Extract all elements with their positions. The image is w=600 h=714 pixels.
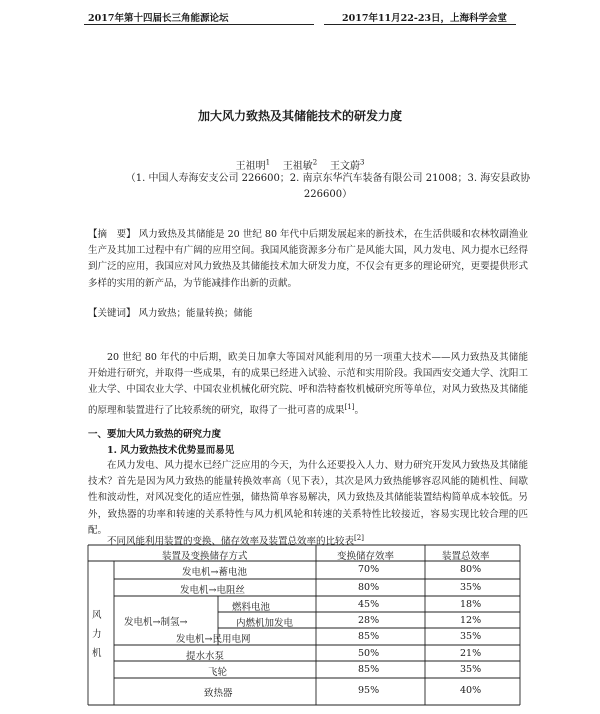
- table-row-6-total: 35%: [460, 664, 482, 675]
- table-row-3-conv: 28%: [358, 615, 380, 626]
- keywords-text: 风力致热；能量转换；储能: [138, 308, 253, 319]
- header-left: 2017年第十四届长三角能源论坛: [88, 13, 229, 24]
- keywords: [88, 306, 528, 322]
- table-row-0-total: 80%: [460, 564, 482, 575]
- table-group-char-1: 风: [92, 610, 102, 621]
- table-row-0-name: 发电机→蓄电池: [182, 567, 247, 578]
- table-caption: [107, 533, 364, 547]
- table-group-char-2: 力: [92, 629, 102, 640]
- intro-text: 20 世纪 80 年代的中后期，欧美日加拿大等国对风能利用的另一项重大技术——风力致热及其储能开始进行研究，并取得一些成果，有的成果已经进入试验、示范和实用阶段。我国西安交通大学、沈阳工业大学、中国农业大学、中国农业机械化研究院、呼和浩特畜牧机械研究所等单位，对风力致热及其储能的原理和装置进行了比较系统的研究，取得了一批可喜的成果: [88, 352, 528, 416]
- table-row-1-total: 35%: [460, 582, 482, 593]
- table-row-2-total: 18%: [460, 599, 482, 610]
- table-row-2-conv: 45%: [358, 599, 380, 610]
- header-rule-left: [84, 24, 314, 25]
- table-group-char-3: 机: [92, 648, 102, 659]
- body-paragraph-2: 在风力发电、风力提水已经广泛应用的今天，为什么还要投入人力、财力研究开发风力致热及其储能技术？首先是因为风力致热的能量转换效率高（见下表），其次是风力致热能够容忍风能的随机性、间歇性和波动性，对风况变化的适应性强，储热简单容易解决，风力致热及其储能装置结构简单成本较低。另外，致热器的功率和转速的关系特性与风力机风轮和转速的关系特性比较接近，容易实现比较合理的匹配。: [88, 460, 528, 536]
- author-3-mark: 3: [359, 158, 365, 167]
- author-1: 王祖明: [235, 161, 266, 172]
- paper-title: 加大风力致热及其储能技术的研发力度: [197, 109, 402, 123]
- table-header-device: 装置及变换储存方式: [162, 551, 248, 562]
- section-heading-1: 一、要加大风力致热的研究力度: [88, 429, 222, 440]
- table-row-6-conv: 85%: [358, 664, 380, 675]
- table-row-6-name: 飞轮: [208, 667, 228, 678]
- table-row-2-name: 燃料电池: [232, 602, 271, 613]
- caption-citation: [2]: [354, 533, 364, 542]
- table-row-1-conv: 80%: [358, 582, 380, 593]
- table-row-5-name: 提水水泵: [186, 651, 225, 662]
- abstract: [88, 227, 528, 292]
- table-row-5-total: 21%: [460, 648, 482, 659]
- table-row-4-conv: 85%: [358, 631, 380, 642]
- table-row-4-total: 35%: [460, 631, 482, 642]
- table-row-4-name: 发电机→民用电网: [176, 634, 251, 645]
- intro-paragraph: [88, 350, 528, 419]
- caption-text: 不同风能利用装置的变换、储存效率及装置总效率的比较表: [107, 536, 355, 547]
- intro-citation: [1]: [344, 402, 355, 411]
- table-row-7-conv: 95%: [358, 685, 380, 696]
- abstract-text: 风力致热及其储能是 20 世纪 80 年代中后期发展起来的新技术，在生活供暖和农林牧副渔业生产及其加工过程中有广阔的应用空间。我国风能资源多分布广是风能大国，风力发电、风力提水已经得到广泛的应用，我国应对风力致热及其储能技术加大研发力度，不仅会有更多的理论研究，更要提供形式多样的实用的新产品，为节能减排作出新的贡献。: [88, 229, 528, 289]
- author-2-mark: 2: [312, 158, 318, 167]
- header-rule-right: [324, 24, 516, 25]
- table-row-7-total: 40%: [460, 685, 482, 696]
- table-row-1-name: 发电机→电阻丝: [180, 585, 245, 596]
- table-row-0-conv: 70%: [358, 564, 380, 575]
- header-right: 2017年11月22-23日，上海科学会堂: [342, 13, 508, 24]
- table-row-3-name: 内燃机加发电: [236, 618, 294, 629]
- table-row-3-total: 12%: [460, 615, 482, 626]
- keywords-label: 【关键词】: [88, 308, 136, 319]
- intro-end: 。: [354, 404, 364, 416]
- author-2: 王祖敏: [282, 161, 313, 172]
- table-row-5-conv: 50%: [358, 648, 380, 659]
- affiliation: （1. 中国人寿海安支公司 226600；2. 南京东华汽车装备有限公司 21008；3. 海安县政协 226600）: [125, 173, 531, 200]
- author-line: [0, 157, 600, 172]
- table-row-7-name: 致热器: [204, 688, 233, 699]
- table-header-total: 装置总效率: [442, 551, 490, 562]
- subsection-heading-1: 1. 风力致热技术优势显而易见: [107, 445, 235, 456]
- table-sub-label: 发电机→制氢→: [124, 617, 188, 628]
- table-header-conv: 变换储存效率: [337, 551, 395, 562]
- author-3: 王文蔚: [329, 161, 360, 172]
- author-1-mark: 1: [265, 158, 271, 167]
- abstract-label: 【摘 要】: [88, 229, 136, 240]
